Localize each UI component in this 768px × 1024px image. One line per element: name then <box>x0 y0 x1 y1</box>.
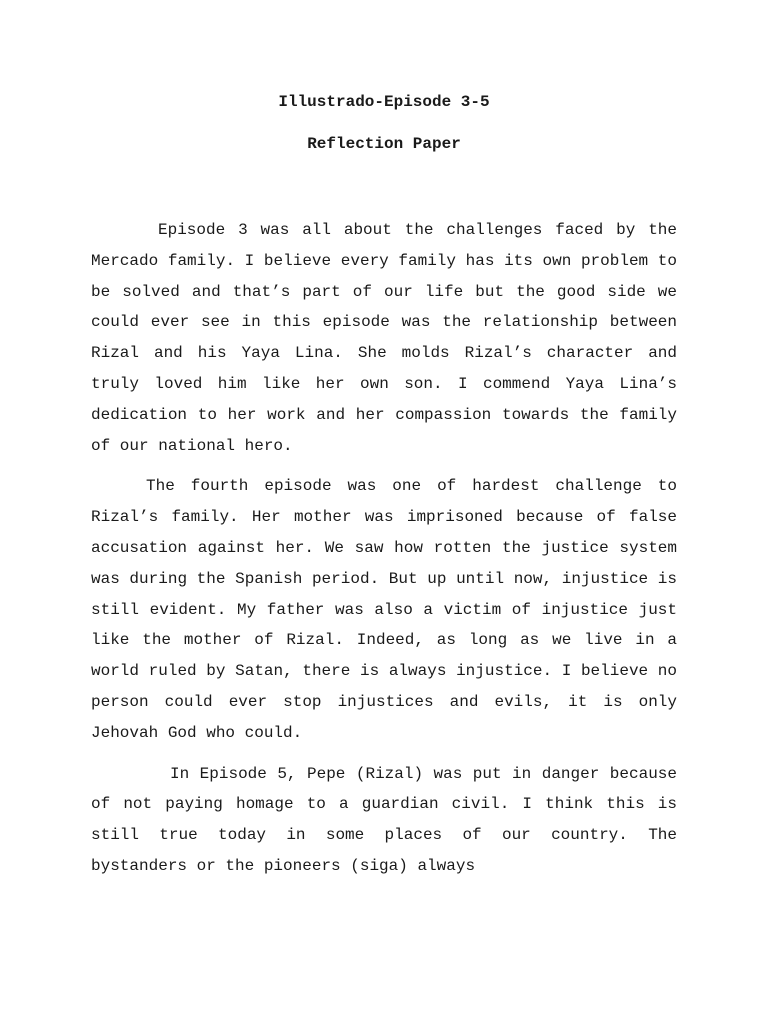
paragraph-episode-3: Episode 3 was all about the challenges faced by the Mercado family. I believe every family has its own problem to be solved and that’s part of our life but the good side we could ever see in this episode was the relationship between Rizal and his Yaya Lina. She molds Rizal’s character and truly loved him like her own son. I commend Yaya Lina’s dedication to her work and her compassion towards the family of our national hero. <box>91 221 677 455</box>
document-body <box>91 215 677 892</box>
document-title: Illustrado-Episode 3-5 <box>278 93 490 111</box>
paragraph-episode-5: In Episode 5, Pepe (Rizal) was put in danger because of not paying homage to a guardian civil. I think this is still true today in some places of our country. The bystanders or the pioneers (siga) always <box>91 764 677 875</box>
paragraph-episode-4: The fourth episode was one of hardest challenge to Rizal’s family. Her mother was imprisoned because of false accusation against her. We saw how rotten the justice system was during the Spanish period. But up until now, injustice is still evident. My father was also a victim of injustice just like the mother of Rizal. Indeed, as long as we live in a world ruled by Satan, there is always injustice. I believe no person could ever stop injustices and evils, it is only Jehovah God who could. <box>91 477 677 742</box>
document-subtitle: Reflection Paper <box>307 135 461 153</box>
